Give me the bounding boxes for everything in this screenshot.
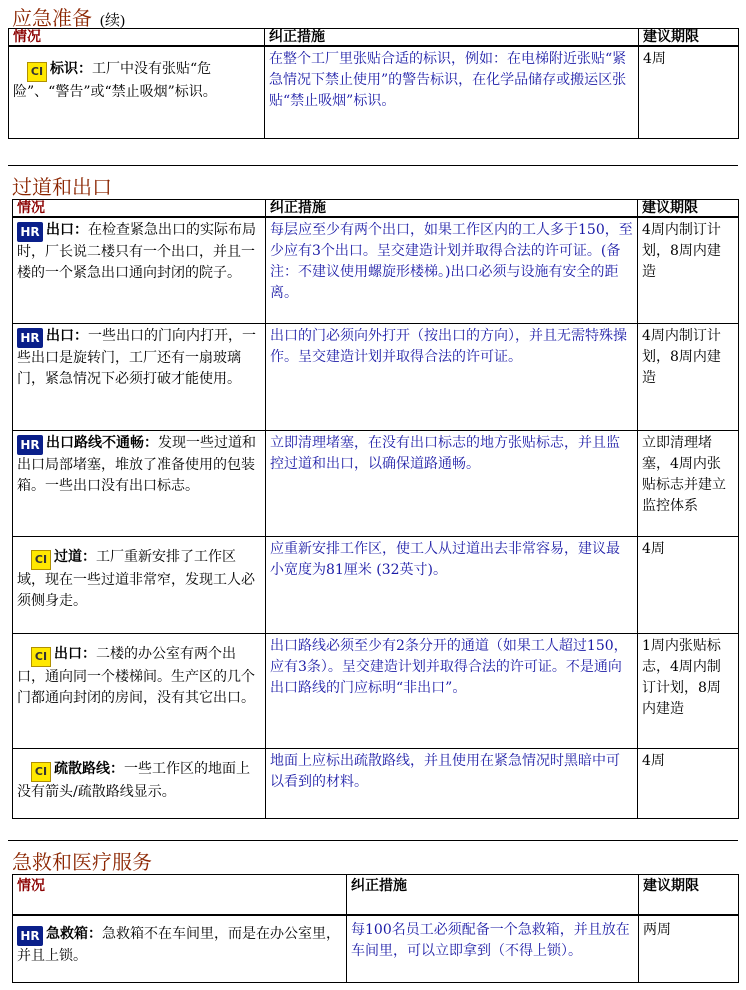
action-cell: 每层应至少有两个出口，如果工作区内的工人多于150，至少应有3个出口。呈交建造计划并取得合法的许可证。(备注：不建议使用螺旋形楼梯。)出口必须与设施有安全的距离。 <box>266 217 638 323</box>
hr-badge-icon: HR <box>17 222 43 242</box>
section-title-first-aid <box>12 846 152 875</box>
col-header-period: 建议期限 <box>639 875 739 915</box>
table-row <box>13 915 739 983</box>
section-title-emergency <box>12 2 125 31</box>
table-row <box>13 633 739 748</box>
table-header-row <box>13 200 739 218</box>
situation-term: 出口： <box>54 645 96 662</box>
situation-desc: 一些工作区的地面上没有箭头/疏散路线显示。 <box>17 760 250 800</box>
situation-desc: 工厂中没有张贴“危险”、“警告”或“禁止吸烟”标识。 <box>13 61 217 100</box>
table-row <box>9 46 739 138</box>
ci-badge-icon: CI <box>31 647 51 667</box>
col-header-period: 建议期限 <box>639 29 739 47</box>
col-header-situation: 情况 <box>9 29 265 47</box>
table-emergency <box>8 28 739 139</box>
situation-desc: 二楼的办公室有两个出口，通向同一个楼梯间。生产区的几个门都通向封闭的房间，没有其它出口。 <box>17 645 255 706</box>
action-cell: 每100名员工必须配备一个急救箱，并且放在车间里，可以立即拿到（不得上锁）。 <box>347 915 639 983</box>
table-row <box>13 748 739 818</box>
period-cell: 4周 <box>638 748 739 818</box>
hr-badge-icon: HR <box>17 328 43 348</box>
action-cell: 地面上应标出疏散路线，并且使用在紧急情况时黑暗中可以看到的材料。 <box>266 748 638 818</box>
table-first-aid <box>12 874 739 983</box>
action-cell: 应重新安排工作区，使工人从过道出去非常容易，建议最小宽度为81厘米 (32英寸)。 <box>266 536 638 633</box>
hr-badge-icon: HR <box>17 926 43 946</box>
situation-desc: 在检查紧急出口的实际布局时，厂长说二楼只有一个出口，并且一楼的一个紧急出口通向封闭的院子。 <box>17 222 256 281</box>
col-header-period: 建议期限 <box>638 200 739 218</box>
ci-badge-icon: CI <box>31 550 51 570</box>
section-title-text: 过道和出口 <box>12 175 112 199</box>
situation-term: 出口路线不通畅： <box>46 434 158 451</box>
situation-desc: 发现一些过道和出口局部堵塞，堆放了准备使用的包装箱。一些出口没有出口标志。 <box>17 434 256 494</box>
table-row <box>13 217 739 323</box>
section-title-text: 应急准备 <box>12 6 92 30</box>
section-divider <box>8 165 738 166</box>
table-header-row <box>13 875 739 915</box>
table-row <box>13 323 739 430</box>
section-divider <box>8 840 738 841</box>
situation-cell <box>13 748 266 818</box>
situation-term: 标识： <box>50 61 92 77</box>
table-header-row <box>9 29 739 47</box>
col-header-action: 纠正措施 <box>265 29 639 47</box>
period-cell: 两周 <box>639 915 739 983</box>
situation-cell <box>13 430 266 536</box>
action-cell: 出口路线必须至少有2条分开的通道（如果工人超过150，应有3条）。呈交建造计划并取得合法的许可证。不是通向出口路线的门应标明“非出口”。 <box>266 633 638 748</box>
ci-badge-icon: CI <box>31 762 51 782</box>
situation-term: 过道： <box>54 548 96 565</box>
situation-cell <box>9 46 265 138</box>
period-cell: 4周 <box>639 46 739 138</box>
col-header-situation: 情况 <box>13 200 266 218</box>
ci-badge-icon: CI <box>27 62 47 82</box>
period-cell: 立即清理堵塞，4周内张贴标志并建立监控体系 <box>638 430 739 536</box>
period-cell: 4周 <box>638 536 739 633</box>
period-cell: 4周内制订计划，8周内建造 <box>638 323 739 430</box>
situation-term: 出口： <box>46 327 88 344</box>
situation-term: 急救箱： <box>46 925 102 942</box>
col-header-action: 纠正措施 <box>266 200 638 218</box>
situation-desc: 一些出口的门向内打开，一些出口是旋转门，工厂还有一扇玻璃门，紧急情况下必须打破才能使用。 <box>17 327 256 387</box>
situation-cell <box>13 536 266 633</box>
period-cell: 4周内制订计划，8周内建造 <box>638 217 739 323</box>
continued-label: (续) <box>100 13 125 29</box>
col-header-situation: 情况 <box>13 875 347 915</box>
situation-term: 出口： <box>46 222 88 238</box>
action-cell: 在整个工厂里张贴合适的标识，例如：在电梯附近张贴“紧急情况下禁止使用”的警告标识，在化学品储存或搬运区张贴“禁止吸烟”标识。 <box>265 46 639 138</box>
table-row <box>13 430 739 536</box>
situation-cell <box>13 915 347 983</box>
situation-term: 疏散路线： <box>54 760 124 777</box>
hr-badge-icon: HR <box>17 435 43 455</box>
table-aisles-exits <box>12 199 739 819</box>
situation-desc: 急救箱不在车间里，而是在办公室里，并且上锁。 <box>17 925 340 964</box>
situation-cell <box>13 217 266 323</box>
col-header-action: 纠正措施 <box>347 875 639 915</box>
action-cell: 出口的门必须向外打开（按出口的方向），并且无需特殊操作。呈交建造计划并取得合法的许可证。 <box>266 323 638 430</box>
situation-desc: 工厂重新安排了工作区域，现在一些过道非常窄，发现工人必须侧身走。 <box>17 548 255 609</box>
period-cell: 1周内张贴标志，4周内制订计划，8周内建造 <box>638 633 739 748</box>
section-title-aisles <box>12 171 112 200</box>
action-cell: 立即清理堵塞，在没有出口标志的地方张贴标志，并且监控过道和出口，以确保道路通畅。 <box>266 430 638 536</box>
section-title-text: 急救和医疗服务 <box>12 850 152 874</box>
table-row <box>13 536 739 633</box>
situation-cell <box>13 633 266 748</box>
situation-cell <box>13 323 266 430</box>
